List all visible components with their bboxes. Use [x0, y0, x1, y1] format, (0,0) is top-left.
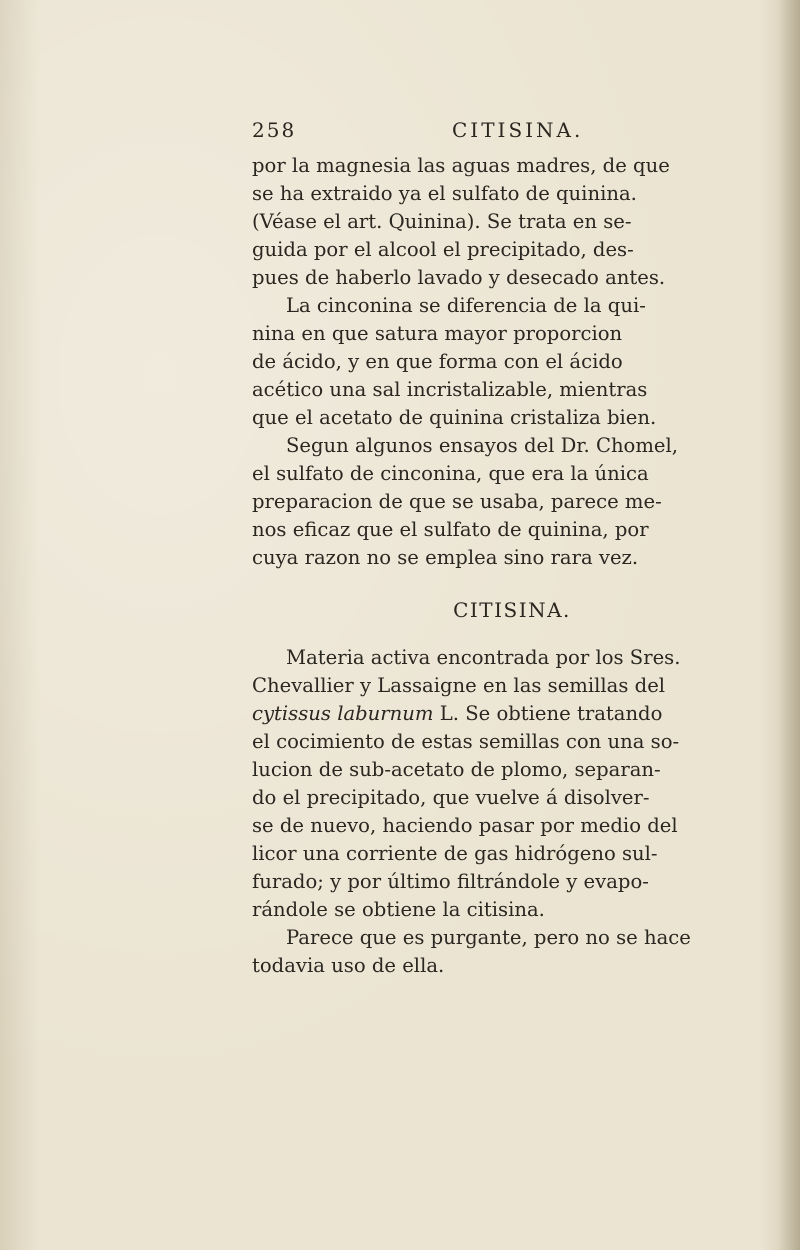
text-line: do el precipitado, que vuelve á disolver- [252, 786, 650, 809]
text-line: Parece que es purgante, pero no se hace [286, 926, 691, 949]
text-line: pues de haberlo lavado y desecado antes. [252, 266, 666, 289]
text-line: nos eficaz que el sulfato de quinina, por [252, 518, 649, 541]
text-line: (Véase el art. Quinina). Se trata en se- [252, 210, 632, 233]
running-title: CITISINA. [452, 118, 584, 142]
text-line: preparacion de que se usaba, parece me- [252, 490, 662, 513]
text-line: nina en que satura mayor proporcion [252, 322, 623, 345]
text-line: Segun algunos ensayos del Dr. Chomel, [286, 434, 679, 457]
text-line: se ha extraido ya el sulfato de quinina. [252, 182, 637, 205]
text-line: por la magnesia las aguas madres, de que [252, 154, 670, 177]
text-line [252, 700, 792, 728]
text-line: acético una sal incristalizable, mientras [252, 378, 648, 401]
text-line: que el acetato de quinina cristaliza bien. [252, 406, 657, 429]
section-heading: CITISINA. [453, 598, 571, 622]
text-line: cuya razon no se emplea sino rara vez. [252, 546, 639, 569]
page-number: 258 [252, 118, 297, 142]
text-line: licor una corriente de gas hidrógeno sul- [252, 842, 658, 865]
continued-paragraph [252, 152, 792, 572]
text-line: Materia activa encontrada por los Sres. [286, 646, 681, 669]
text-line: rándole se obtiene la citisina. [252, 898, 545, 921]
text-line: Chevallier y Lassaigne en las semillas del [252, 674, 666, 697]
text-block [252, 118, 792, 980]
text-line: de ácido, y en que forma con el ácido [252, 350, 623, 373]
running-head [252, 118, 792, 152]
text-line: lucion de sub-acetato de plomo, separan- [252, 758, 661, 781]
text-line: furado; y por último filtrándole y evapo- [252, 870, 649, 893]
text-line: todavia uso de ella. [252, 954, 445, 977]
text-line: se de nuevo, haciendo pasar por medio del [252, 814, 678, 837]
text-line: guida por el alcool el precipitado, des- [252, 238, 634, 261]
section-paragraph [252, 644, 792, 980]
text-fragment: L. Se obtiene tratando [433, 702, 663, 725]
species-name: cytissus laburnum [252, 702, 434, 725]
text-line: La cinconina se diferencia de la qui- [286, 294, 646, 317]
text-line: el sulfato de cinconina, que era la única [252, 462, 649, 485]
text-line: el cocimiento de estas semillas con una so- [252, 730, 680, 753]
